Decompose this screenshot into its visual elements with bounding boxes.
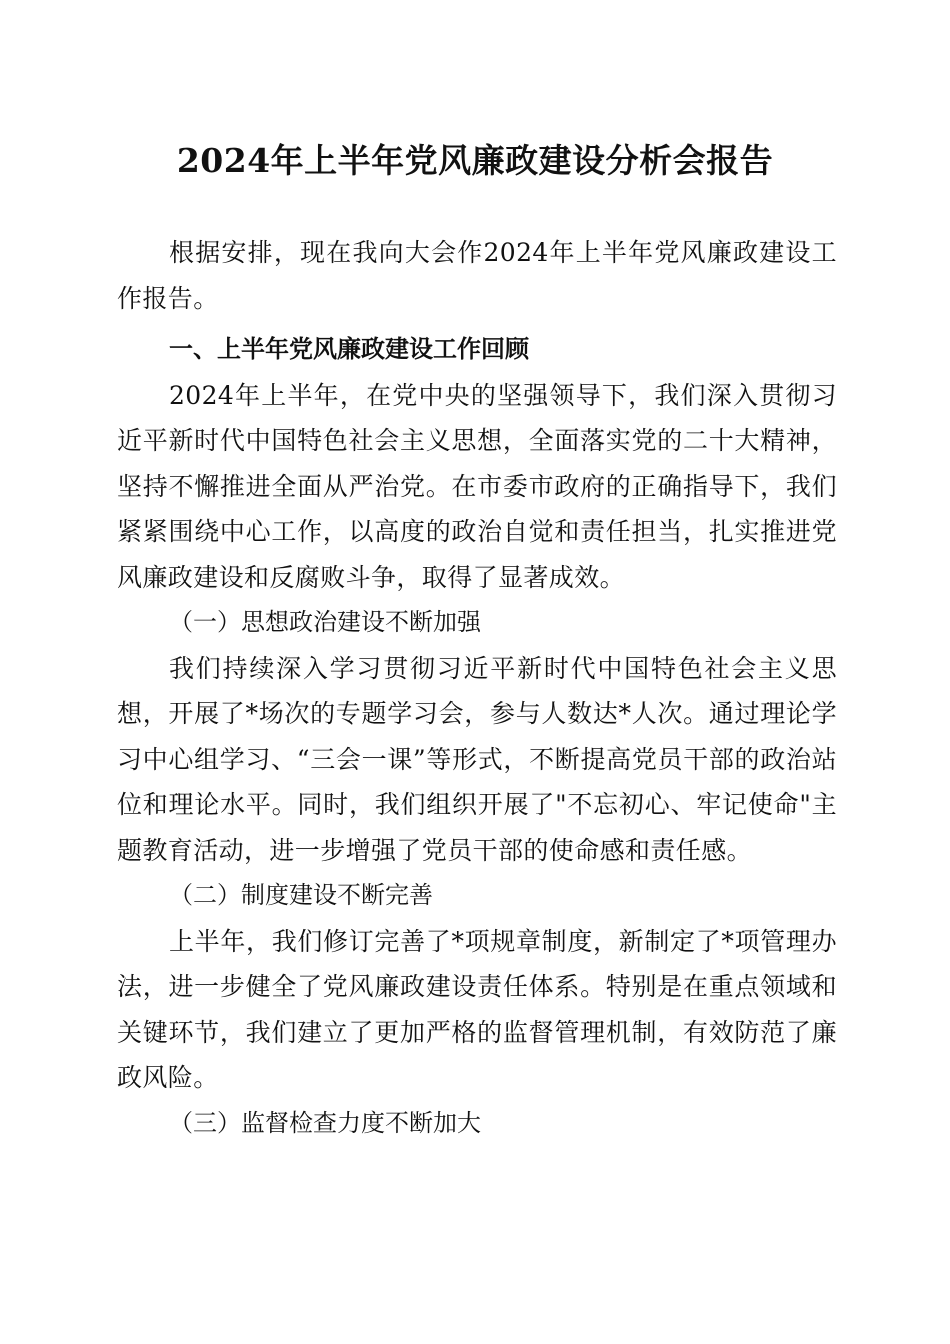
section1-paragraph: 2024年上半年，在党中央的坚强领导下，我们深入贯彻习近平新时代中国特色社会主义思想，全面落实党的二十大精神，坚持不懈推进全面从严治党。在市委市政府的正确指导下，我们紧紧围绕中心工作，以高度的政治自觉和责任担当，扎实推进党风廉政建设和反腐败斗争，取得了显著成效。 bbox=[117, 380, 837, 592]
subsection-heading-2: （二）制度建设不断完善 bbox=[169, 881, 433, 909]
section-heading-1: 一、上半年党风廉政建设工作回顾 bbox=[169, 335, 529, 363]
document-body bbox=[117, 230, 837, 1146]
intro-paragraph: 根据安排，现在我向大会作2024年上半年党风廉政建设工作报告。 bbox=[117, 238, 837, 313]
document-title: 2024年上半年党风廉政建设分析会报告 bbox=[176, 141, 774, 180]
subsection-heading-3: （三）监督检查力度不断加大 bbox=[169, 1108, 481, 1137]
subsection1-paragraph: 我们持续深入学习贯彻习近平新时代中国特色社会主义思想，开展了*场次的专题学习会，参与人数达*人次。通过理论学习中心组学习、“三会一课”等形式，不断提高党员干部的政治站位和理论水平。同时，我们组织开展了"不忘初心、牢记使命"主题教育活动，进一步增强了党员干部的使命感和责任感。 bbox=[117, 653, 837, 865]
subsection2-paragraph: 上半年，我们修订完善了*项规章制度，新制定了*项管理办法，进一步健全了党风廉政建设责任体系。特别是在重点领域和关键环节，我们建立了更加严格的监督管理机制，有效防范了廉政风险。 bbox=[117, 926, 837, 1092]
subsection-heading-1: （一）思想政治建设不断加强 bbox=[169, 608, 481, 636]
